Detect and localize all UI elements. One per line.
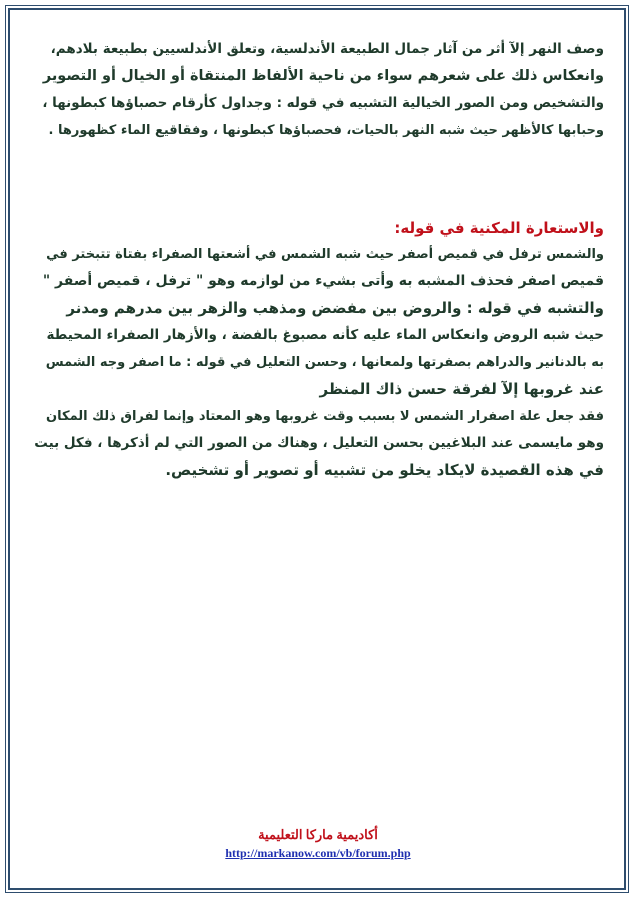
text-line: قميص اصفر فحذف المشبه به وأتى بشيء من لوازمه وهو " ترفل ، قميص أصفر " — [42, 273, 604, 289]
text-line: عند غروبها إلآ لفرقة حسن ذاك المنظر — [319, 380, 604, 398]
text-line: حيث شبه الروض وانعكاس الماء عليه كأنه مصبوغ بالفضة ، والأزهار الصفراء المحيطة — [46, 327, 604, 343]
text-line: والتشبه في قوله : والروض بين مفضض ومذهب والزهر بين مدرهم ومدنر — [66, 299, 604, 317]
text-line: به بالدنانير والدراهم بصفرتها ولمعانها ، وحسن التعليل في قوله : ما اصفر وجه الشمس — [45, 355, 604, 370]
text-line: وحبابها كالأظهر حيث شبه النهر بالحيات، فحصباؤها كبطونها ، وفقاقيع الماء كظهورها . — [48, 123, 604, 138]
text-line: وصف النهر إلآ أثر من آثار جمال الطبيعة الأندلسية، وتعلق الأندلسيين بطبيعة بلادهم، — [50, 41, 604, 57]
footer-academy-name: أكاديمية ماركا التعليمية — [258, 827, 378, 842]
footer-link[interactable]: http://markanow.com/vb/forum.php — [225, 846, 411, 860]
section-heading: والاستعارة المكنية في قوله: — [394, 219, 604, 237]
metaphor-paragraph — [32, 241, 604, 484]
intro-paragraph — [32, 36, 604, 144]
text-line: والشمس ترفل في قميص أصفر حيث شبه الشمس في أشعتها الصفراء بفتاة تتبختر في — [46, 247, 604, 262]
document-body — [32, 36, 604, 484]
page-footer — [0, 826, 636, 862]
text-line: فقد جعل علة اصفرار الشمس لا بسبب وقت غروبها وهو المعتاد وإنما لفراق ذلك المكان — [46, 409, 604, 424]
text-line: وانعكاس ذلك على شعرهم سواء من ناحية الألفاظ المنتقاة أو الخيال أو التصوير — [42, 68, 604, 84]
text-line: في هذه القصيدة لايكاد يخلو من تشبيه أو تصوير أو تشخيص. — [165, 461, 604, 479]
text-line: والتشخيص ومن الصور الخيالية التشبيه في قوله : وجداول كأرقام حصباؤها كبطونها ، — [42, 95, 604, 111]
text-line: وهو مايسمى عند البلاغيين بحسن التعليل ، وهناك من الصور التي لم أذكرها ، فكل بيت — [34, 435, 604, 451]
